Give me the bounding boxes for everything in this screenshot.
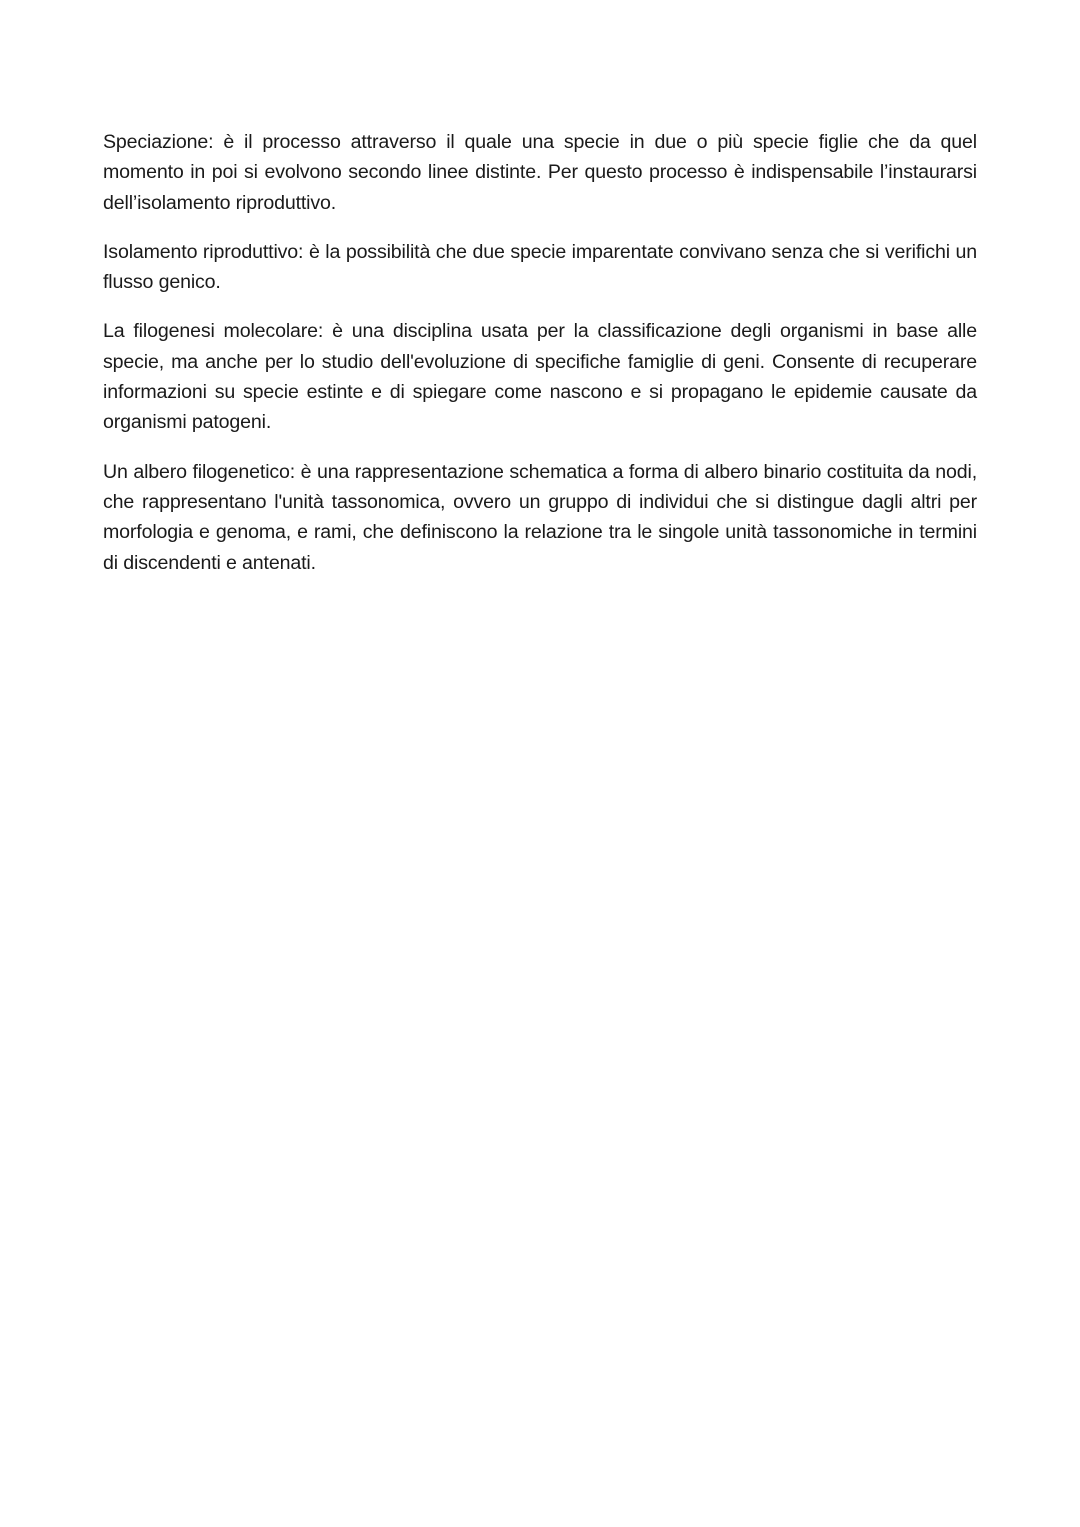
paragraph-albero-filogenetico: Un albero filogenetico: è una rappresentazione schematica a forma di albero binario costituita da nodi, che rappresentano l'unità tassonomica, ovvero un gruppo di individui che si distingue dagli altri per morfologia e genoma, e rami, che definiscono la relazione tra le singole unità tassonomiche in termini di discendenti e antenati. — [103, 460, 977, 574]
paragraph-isolamento-riproduttivo: Isolamento riproduttivo: è la possibilità che due specie imparentate convivano senza che si verifichi un flusso genico. — [103, 240, 977, 294]
document-body — [103, 127, 977, 597]
paragraph-filogenesi-molecolare: La filogenesi molecolare: è una disciplina usata per la classificazione degli organismi in base alle specie, ma anche per lo studio dell'evoluzione di specifiche famiglie di geni. Consente di recuperare informazioni su specie estinte e di spiegare come nascono e si propagano le epidemie causate da organismi patogeni. — [103, 320, 977, 434]
paragraph-speciazione: Speciazione: è il processo attraverso il quale una specie in due o più specie figlie che da quel momento in poi si evolvono secondo linee distinte. Per questo processo è indispensabile l’instaurarsi dell’isolamento riproduttivo. — [103, 131, 977, 214]
